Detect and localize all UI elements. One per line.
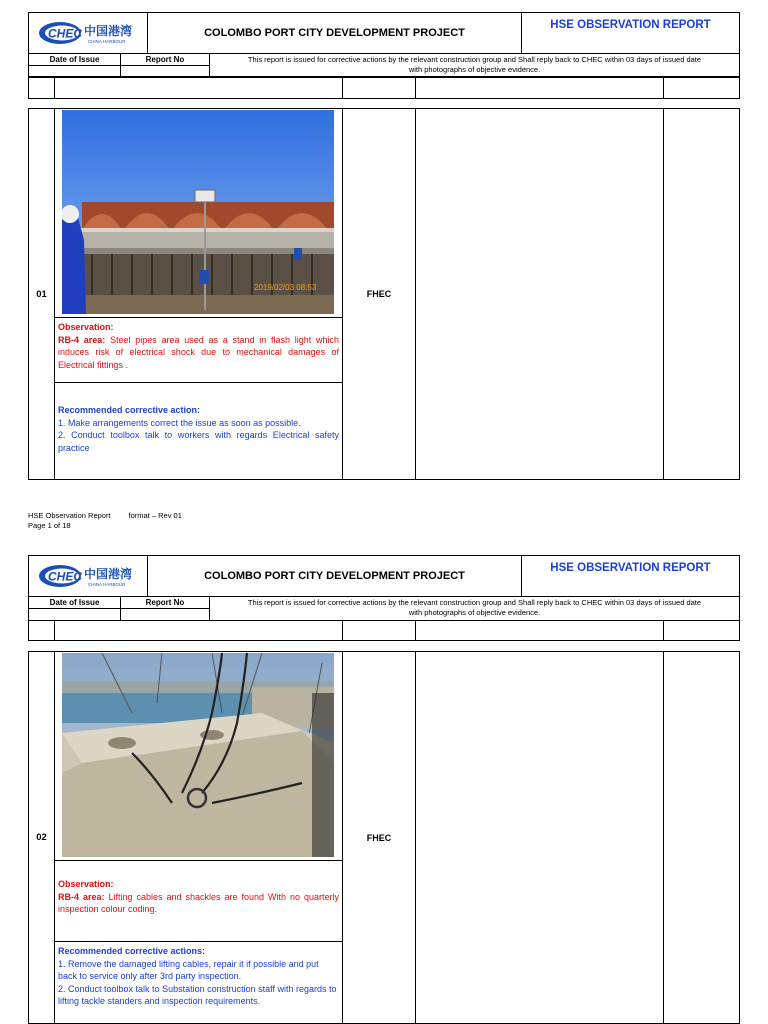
photo-cell bbox=[54, 108, 343, 318]
status-cell[interactable] bbox=[663, 651, 740, 1024]
observation-heading: Observation: bbox=[58, 879, 114, 889]
observation-cell bbox=[54, 317, 343, 383]
notice-line-1: This report is issued for corrective actions by the relevant construction group and Shall reply back to CHEC within 03 days of issued date bbox=[247, 598, 702, 607]
response-cell[interactable] bbox=[415, 108, 664, 480]
observation-text bbox=[58, 334, 339, 372]
blank-cell bbox=[415, 620, 664, 641]
chec-logo-icon bbox=[38, 20, 138, 46]
logo-cn-text: 中国港湾 bbox=[84, 24, 133, 38]
blank-cell bbox=[342, 77, 416, 99]
action-item: 1. Remove the damaged lifting cables, repair it if possible and put back to service only after 3rd party inspection. bbox=[58, 958, 319, 981]
corrective-action-cell bbox=[54, 941, 343, 1024]
page-footer bbox=[28, 511, 328, 531]
notice-text bbox=[209, 596, 740, 621]
site-photo-2 bbox=[62, 653, 334, 857]
logo-sub-text: CHINA HARBOUR bbox=[88, 582, 126, 587]
blank-cell bbox=[28, 77, 55, 99]
observation-cell bbox=[54, 860, 343, 942]
action-item: 2. Conduct toolbox talk to Substation construction staff with regards to lifting tackle standers and inspection requirements. bbox=[58, 983, 337, 1006]
notice-line-2: with photographs of objective evidence. bbox=[408, 65, 541, 74]
report-no-label: Report No bbox=[120, 596, 210, 609]
logo-cn-text: 中国港湾 bbox=[84, 567, 133, 581]
date-of-issue-label: Date of Issue bbox=[28, 53, 121, 66]
blank-cell bbox=[415, 77, 664, 99]
action-heading: Recommended corrective action: bbox=[58, 405, 201, 415]
report-title: HSE OBSERVATION REPORT bbox=[521, 555, 740, 597]
chec-logo-icon bbox=[38, 563, 138, 589]
svg-text:2019/02/03 08:53: 2019/02/03 08:53 bbox=[254, 283, 317, 292]
page-number: Page 1 of 18 bbox=[28, 521, 71, 530]
blank-cell bbox=[663, 77, 740, 99]
logo-sub-text: CHINA HARBOUR bbox=[88, 39, 126, 44]
date-of-issue-value[interactable] bbox=[28, 65, 121, 77]
entry-number: 02 bbox=[28, 651, 55, 1024]
observation-body: Lifting cables and shackles are found With no quarterly inspection colour coding. bbox=[58, 891, 339, 914]
assignee-cell: FHEC bbox=[342, 651, 416, 1024]
observation-text bbox=[58, 891, 339, 916]
action-item: 1. Make arrangements correct the issue as soon as possible. bbox=[58, 417, 301, 428]
project-title: COLOMBO PORT CITY DEVELOPMENT PROJECT bbox=[147, 12, 522, 54]
blank-cell bbox=[663, 620, 740, 641]
company-logo bbox=[28, 12, 148, 54]
status-cell[interactable] bbox=[663, 108, 740, 480]
blank-cell bbox=[342, 620, 416, 641]
notice-text bbox=[209, 53, 740, 77]
blank-cell bbox=[28, 620, 55, 641]
format-rev: format – Rev 01 bbox=[128, 511, 182, 520]
action-heading: Recommended corrective actions: bbox=[58, 946, 206, 956]
report-title: HSE OBSERVATION REPORT bbox=[521, 12, 740, 54]
format-name: HSE Observation Report bbox=[28, 511, 111, 520]
date-of-issue-label: Date of Issue bbox=[28, 596, 121, 609]
assignee-cell: FHEC bbox=[342, 108, 416, 480]
photo-cell bbox=[54, 651, 343, 861]
notice-line-2: with photographs of objective evidence. bbox=[408, 608, 541, 617]
blank-cell bbox=[54, 620, 343, 641]
notice-line-1: This report is issued for corrective actions by the relevant construction group and Shall reply back to CHEC within 03 days of issued date bbox=[247, 55, 702, 64]
logo-text: CHEC bbox=[48, 569, 83, 584]
project-title: COLOMBO PORT CITY DEVELOPMENT PROJECT bbox=[147, 555, 522, 597]
corrective-action-cell bbox=[54, 382, 343, 480]
response-cell[interactable] bbox=[415, 651, 664, 1024]
site-photo-1 bbox=[62, 110, 334, 314]
blank-cell bbox=[54, 77, 343, 99]
report-no-value[interactable] bbox=[120, 65, 210, 77]
area-label: RB-4 area: bbox=[58, 891, 105, 902]
company-logo bbox=[28, 555, 148, 597]
area-label: RB-4 area: bbox=[58, 334, 106, 345]
report-no-label: Report No bbox=[120, 53, 210, 66]
observation-body: Steel pipes area used as a stand in flash light which induces risk of electrical shock due to mechanical damages of Electrical fittings . bbox=[58, 334, 339, 370]
observation-heading: Observation: bbox=[58, 322, 114, 332]
entry-number: 01 bbox=[28, 108, 55, 480]
logo-text: CHEC bbox=[48, 26, 83, 41]
action-item: 2. Conduct toolbox talk to workers with regards Electrical safety practice bbox=[58, 430, 339, 453]
